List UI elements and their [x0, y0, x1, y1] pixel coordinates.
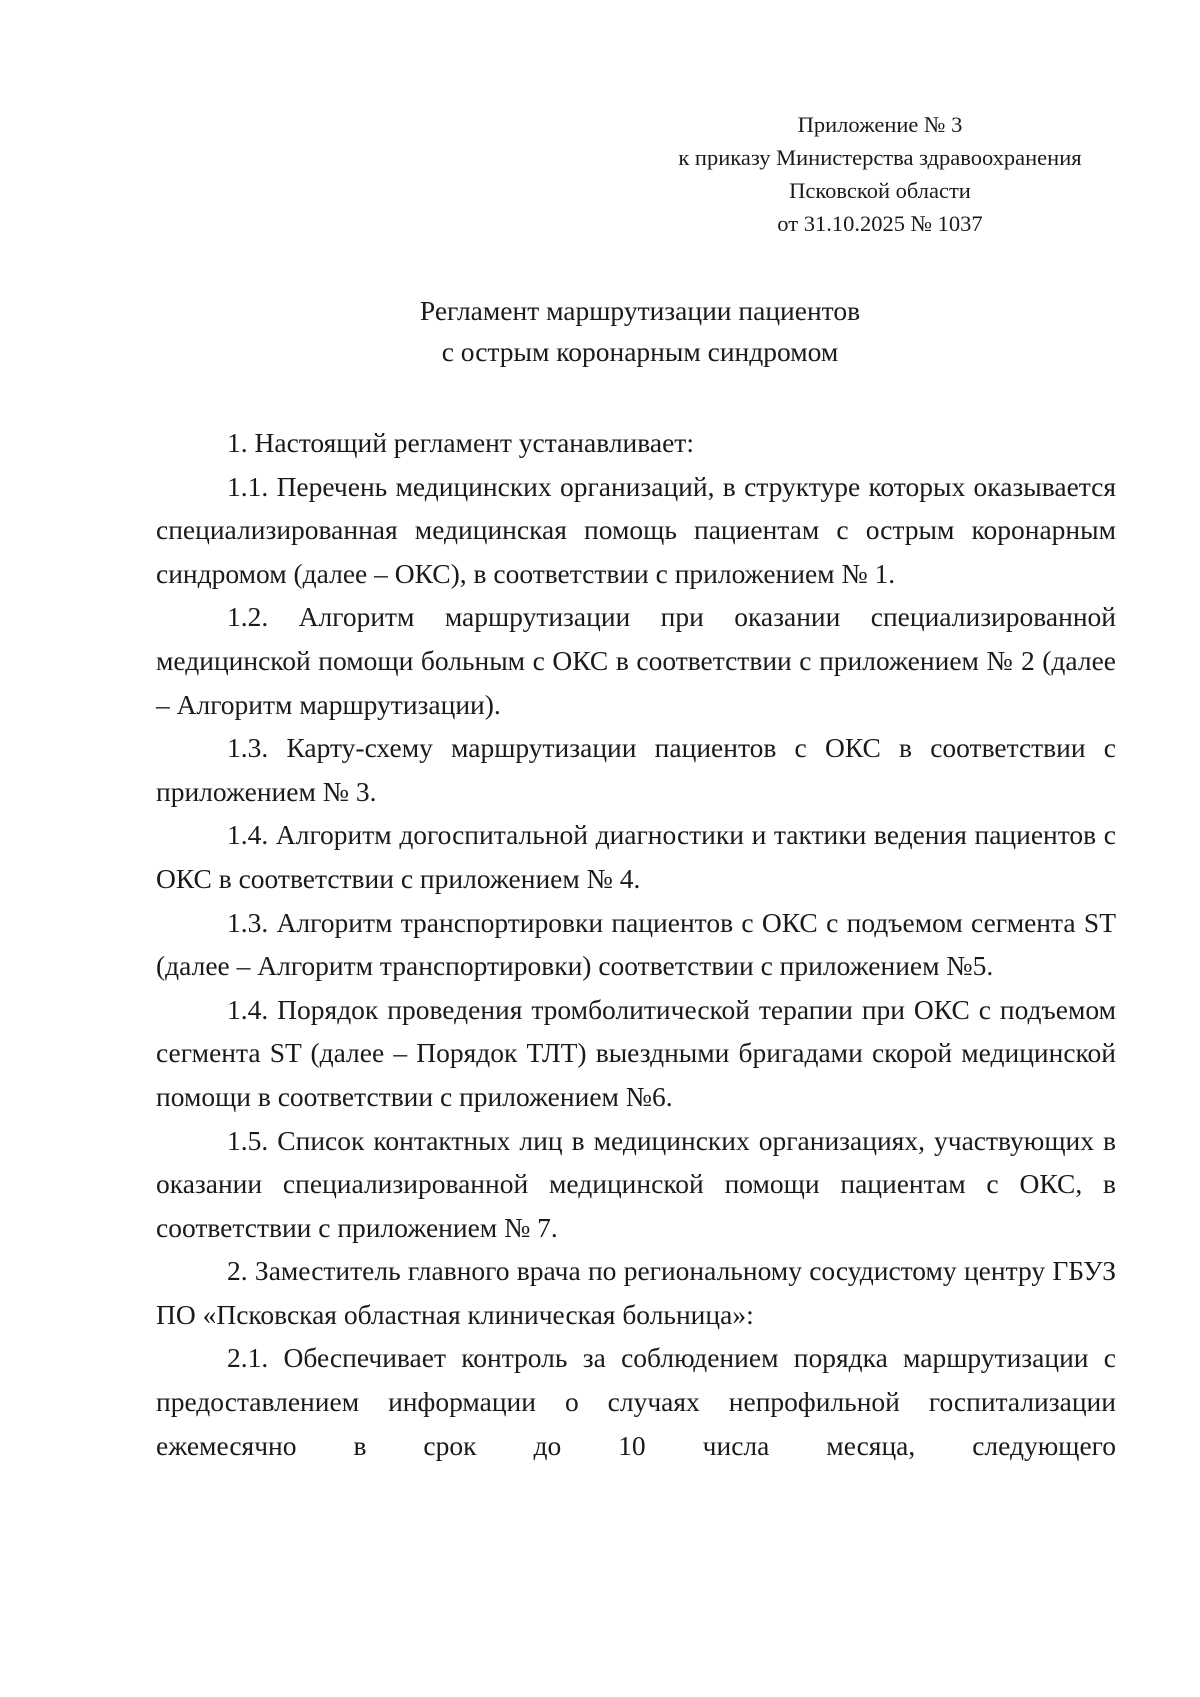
document-body	[156, 421, 1116, 1467]
paragraph: 1. Настоящий регламент устанавливает:	[227, 427, 694, 458]
region-name: Псковской области	[789, 178, 971, 203]
order-date-number: от 31.10.2025 № 1037	[777, 211, 983, 236]
paragraph: 1.1. Перечень медицинских организаций, в структуре которых оказывается специализированная медицинская помощь пациентам с острым коронарным синдромом (далее – ОКС), в соответствии с приложением № 1.	[156, 470, 1116, 589]
paragraph: 1.4. Порядок проведения тромболитической терапии при ОКС с подъемом сегмента ST (далее – Порядок ТЛТ) выездными бригадами скорой медицинской помощи в соответствии с приложением №6.	[156, 993, 1116, 1112]
title-line: с острым коронарным синдромом	[441, 336, 839, 367]
title-line: Регламент маршрутизации пациентов	[419, 295, 861, 326]
order-reference: к приказу Министерства здравоохранения	[678, 145, 1082, 170]
document-title	[0, 290, 1200, 372]
paragraph: 1.4. Алгоритм догоспитальной диагностики и тактики ведения пациентов с ОКС в соответствии с приложением № 4.	[156, 819, 1116, 894]
appendix-header	[640, 108, 1120, 240]
paragraph: 1.5. Список контактных лиц в медицинских организациях, участвующих в оказании специализированной медицинской помощи пациентам с ОКС, в соответствии с приложением № 7.	[156, 1124, 1116, 1243]
paragraph: 2. Заместитель главного врача по региональному сосудистому центру ГБУЗ ПО «Псковская областная клиническая больница»:	[156, 1255, 1116, 1330]
paragraph: 1.2. Алгоритм маршрутизации при оказании специализированной медицинской помощи больным с ОКС в соответствии с приложением № 2 (далее – Алгоритм маршрутизации).	[156, 601, 1116, 720]
appendix-number: Приложение № 3	[797, 112, 963, 137]
paragraph: 2.1. Обеспечивает контроль за соблюдением порядка маршрутизации с предоставлением информации о случаях непрофильной госпитализации ежемесячно в срок до 10 числа месяца, следующего	[156, 1342, 1116, 1461]
paragraph: 1.3. Карту-схему маршрутизации пациентов с ОКС в соответствии с приложением № 3.	[156, 732, 1116, 807]
paragraph: 1.3. Алгоритм транспортировки пациентов с ОКС с подъемом сегмента ST (далее – Алгоритм транспортировки) соответствии с приложением №5.	[156, 906, 1116, 982]
